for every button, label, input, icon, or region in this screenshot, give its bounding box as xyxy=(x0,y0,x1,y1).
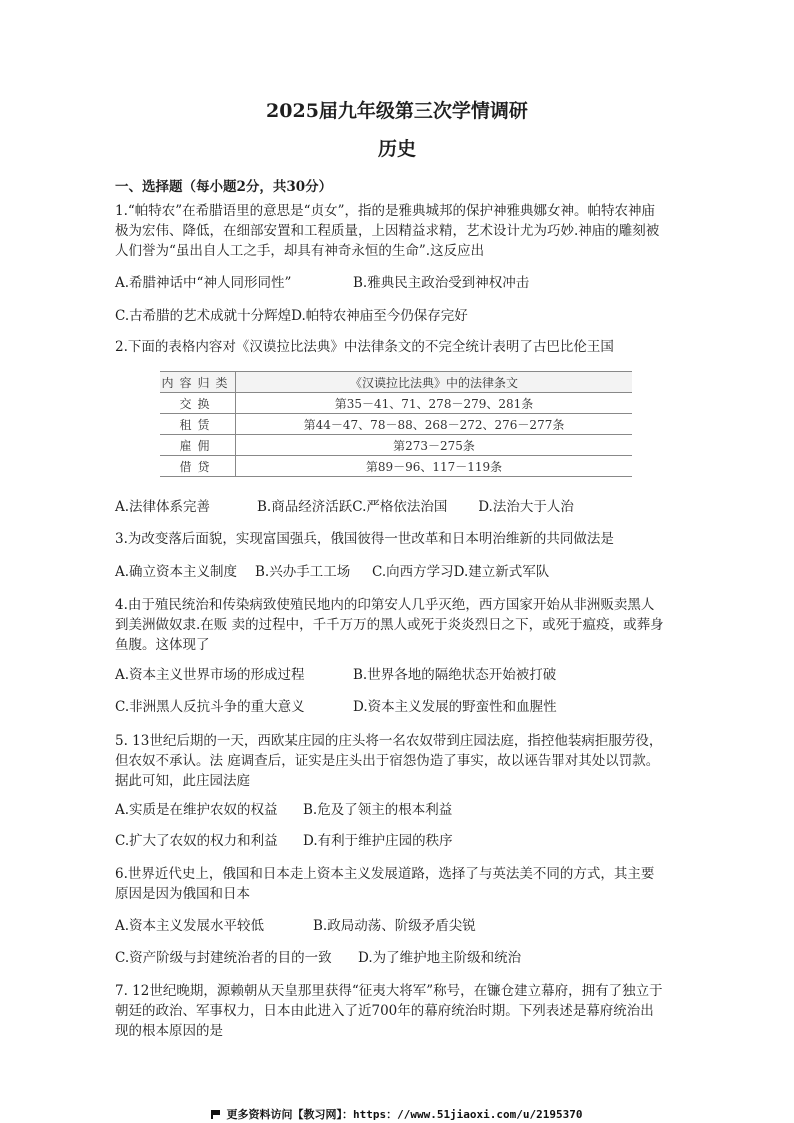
option-a: A.希腊神话中“神人同形同性” xyxy=(115,275,292,291)
table-cell-category: 雇佣 xyxy=(160,435,236,456)
option-b: B.商品经济活跃 xyxy=(257,499,353,515)
table-row xyxy=(160,393,632,414)
option-b: B.政局动荡、阶级矛盾尖锐 xyxy=(313,918,476,934)
table-row xyxy=(160,435,632,456)
table-cell-category: 交换 xyxy=(160,393,236,414)
hammurabi-law-table xyxy=(160,371,632,477)
question-4-stem: 4.由于殖民统治和传染病致使殖民地内的印第安人几乎灭绝，西方国家开始从非洲贩卖黑人到美洲做奴隶.在贩 卖的过程中，千千万万的黑人或死于炎炎烈日之下，或死于瘟疫，或葬身鱼腹。这体现了 xyxy=(115,597,664,653)
question-5-stem: 5. 13世纪后期的一天，西欧某庄园的庄头将一名农奴带到庄园法庭，指控他装病拒服劳役，但农奴不承认。法 庭调查后，证实是庄头出于宿怨伪造了事实，故以诬告罪对其处以罚款。据此可知，此庄园法庭 xyxy=(115,733,663,789)
option-a: A.法律体系完善 xyxy=(115,499,211,515)
option-c: C.古希腊的艺术成就十分辉煌 xyxy=(115,308,292,324)
question-2-options xyxy=(115,497,574,517)
option-c: C.扩大了农奴的权力和利益 xyxy=(115,833,278,849)
question-1-options-row-2 xyxy=(115,306,468,326)
page-title: 2025届九年级第三次学情调研 xyxy=(266,100,528,122)
footer-link[interactable] xyxy=(0,1106,794,1122)
table-header-row xyxy=(160,372,632,393)
option-c: C.非洲黑人反抗斗争的重大意义 xyxy=(115,699,305,715)
table-cell-articles: 第35－41、71、278－279、281条 xyxy=(236,393,633,414)
table-cell-articles: 第273－275条 xyxy=(236,435,633,456)
table-cell-articles: 第89－96、117－119条 xyxy=(236,456,633,477)
option-d: D.资本主义发展的野蛮性和血腥性 xyxy=(353,699,557,715)
option-d: D.为了维护地主阶级和统治 xyxy=(358,950,522,966)
question-1-options-row-1 xyxy=(115,273,529,293)
option-b: B.兴办手工工场 xyxy=(255,564,351,580)
table-row xyxy=(160,414,632,435)
question-3-stem: 3.为改变落后面貌，实现富国强兵，俄国彼得一世改革和日本明治维新的共同做法是 xyxy=(115,531,614,547)
question-6-options-row-1 xyxy=(115,916,476,936)
option-a: A.实质是在维护农奴的权益 xyxy=(115,802,278,818)
table-header-articles: 《汉谟拉比法典》中的法律条文 xyxy=(236,372,633,393)
question-3-options xyxy=(115,562,549,582)
option-c: C.严格依法治国 xyxy=(352,499,448,515)
option-d: D.法治大于人治 xyxy=(478,499,574,515)
question-5-options-row-2 xyxy=(115,831,453,851)
subject-title: 历史 xyxy=(377,138,416,160)
question-4-options-row-1 xyxy=(115,665,556,685)
option-a: A.资本主义世界市场的形成过程 xyxy=(115,667,305,683)
option-d: D.建立新式军队 xyxy=(453,564,550,580)
question-7-stem: 7. 12世纪晚期，源赖朝从天皇那里获得“征夷大将军”称号，在镰仓建立幕府，拥有了独立于朝廷的政治、军事权力，日本由此进入了近700年的幕府统治时期。下列表述是幕府统治出现的根本原因的是 xyxy=(115,983,663,1039)
flag-icon xyxy=(211,1110,221,1119)
option-b: B.雅典民主政治受到神权冲击 xyxy=(353,275,530,291)
option-c: C.资产阶级与封建统治者的目的一致 xyxy=(115,950,332,966)
table-row xyxy=(160,456,632,477)
question-2-stem: 2.下面的表格内容对《汉谟拉比法典》中法律条文的不完全统计表明了古巴比伦王国 xyxy=(115,339,614,355)
table-header-category: 内容归类 xyxy=(160,372,236,393)
table-cell-category: 租赁 xyxy=(160,414,236,435)
option-c: C.向西方学习 xyxy=(372,564,454,580)
option-b: B.世界各地的隔绝状态开始被打破 xyxy=(353,667,557,683)
question-4-options-row-2 xyxy=(115,697,557,717)
question-6-options-row-2 xyxy=(115,948,521,968)
option-d: D.有利于维护庄园的秩序 xyxy=(303,833,453,849)
table-cell-articles: 第44－47、78－88、268－272、276－277条 xyxy=(236,414,633,435)
question-1-stem: 1.“帕特农”在希腊语里的意思是“贞女”，指的是雅典城邦的保护神雅典娜女神。帕特农神庙极为宏伟、降低，在细部安置和工程质量，上因精益求精，艺术设计尤为巧妙.神庙的雕刻被人们誉为“虽出自人工之手，却具有神奇永恒的生命”.这反应出 xyxy=(115,203,660,259)
question-5-options-row-1 xyxy=(115,800,452,820)
option-b: B.危及了领主的根本利益 xyxy=(303,802,453,818)
option-d: D.帕特农神庙至今仍保存完好 xyxy=(291,308,468,324)
footer-text: 更多资料访问【教习网】：https：//www.51jiaoxi.com/u/2195370 xyxy=(226,1108,583,1121)
table-cell-category: 借贷 xyxy=(160,456,236,477)
question-6-stem: 6.世界近代史上，俄国和日本走上资本主义发展道路，选择了与英法美不同的方式，其主要原因是因为俄国和日本 xyxy=(115,866,655,902)
option-a: A.资本主义发展水平较低 xyxy=(115,918,265,934)
section-heading: 一、选择题（每小题2分，共30分） xyxy=(115,179,333,195)
option-a: A.确立资本主义制度 xyxy=(115,564,238,580)
